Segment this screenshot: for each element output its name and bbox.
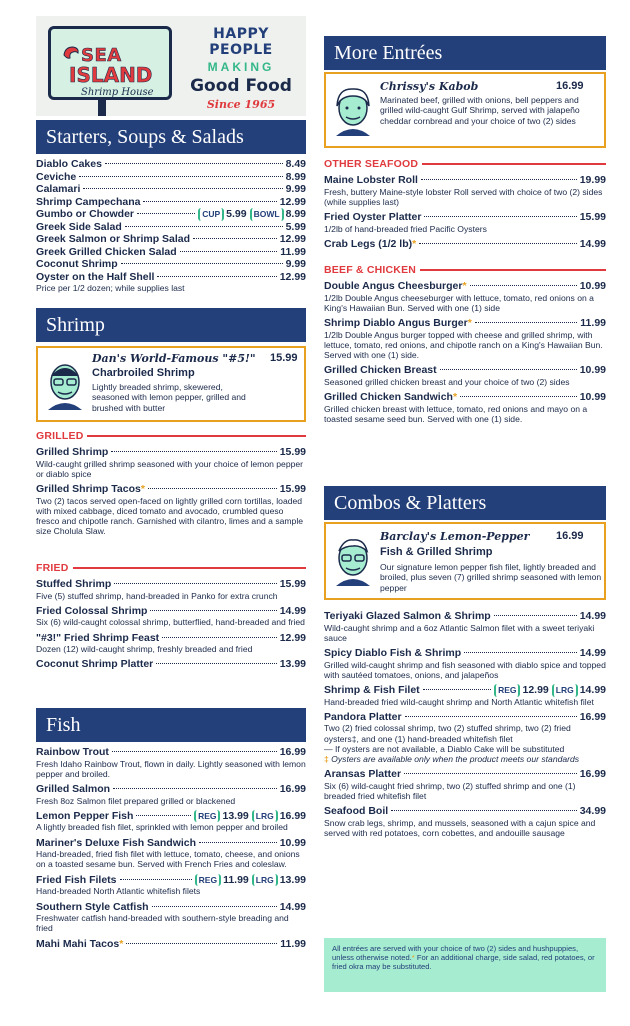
item-price: 11.99 <box>280 937 306 950</box>
section-title-combos: Combos & Platters <box>324 486 606 520</box>
item-price: 14.99 <box>579 237 606 250</box>
item-price: 13.99 <box>279 873 306 886</box>
feature-price: 15.99 <box>270 352 298 364</box>
fish-list <box>36 746 306 954</box>
item-price: 15.99 <box>279 578 306 590</box>
item-price: 14.99 <box>279 604 306 617</box>
menu-item <box>36 837 306 870</box>
item-name: Southern Style Catfish <box>36 900 149 913</box>
item-price: 10.99 <box>279 836 306 849</box>
tagline <box>180 26 302 111</box>
tagline-making: MAKING <box>207 60 275 74</box>
logo-line1: SEA <box>81 45 122 66</box>
item-name: Greek Salmon or Shrimp Salad <box>36 233 191 245</box>
sides-footnote <box>324 938 606 992</box>
menu-item <box>36 938 306 951</box>
item-price: 9.99 <box>285 258 306 270</box>
item-name: Coconut Shrimp <box>36 258 118 270</box>
item-name: Shrimp Diablo Angus Burger <box>324 317 468 330</box>
item-name: "#3!" Fried Shrimp Feast <box>36 631 160 644</box>
grilled-list <box>36 446 306 541</box>
menu-item <box>36 632 306 655</box>
size-reg-label: REG <box>195 874 221 887</box>
tagline-since: Since 1965 <box>206 98 276 111</box>
menu-item <box>36 233 306 246</box>
item-name: Fried Fish Filets <box>36 873 117 886</box>
menu-item <box>36 271 306 284</box>
size-lrg-label: LRG <box>252 874 278 887</box>
item-price: 8.99 <box>285 170 306 183</box>
menu-item <box>324 610 606 643</box>
feature-name: Dan's World-Famous "#5!" <box>92 352 256 365</box>
logo-sign-post <box>98 100 106 116</box>
feature-desc: Our signature lemon pepper fish filet, lightly breaded and broiled, plus seven (7) grilled shrimp seasoned with lemon pepper <box>380 562 602 593</box>
menu-item <box>324 391 606 424</box>
item-name: Gumbo or Chowder <box>36 208 134 220</box>
other-seafood-list <box>324 174 606 254</box>
item-desc: Hand-breaded North Atlantic whitefish filets <box>36 886 201 897</box>
menu-item <box>36 171 306 184</box>
item-price: 14.99 <box>579 610 606 622</box>
item-name: Maine Lobster Roll <box>324 174 418 186</box>
item-price-cup: 5.99 <box>226 208 247 220</box>
menu-item <box>324 211 606 234</box>
footnote-text-1: All entrées are served with your choice of two (2) sides and hushpuppies, unless otherwise noted. <box>332 944 579 962</box>
item-star: * <box>140 483 145 496</box>
double-dagger-mark: ‡ <box>324 754 329 765</box>
item-price: 8.49 <box>285 158 306 170</box>
item-desc: Two (2) tacos served open-faced on lightly grilled corn tortillas, loaded with mixed cabbage, diced tomato and avocado, crumbled queso fresco and chipotle ranch. Garnished with cilantro, limes and a sample size Cholula Slaw. <box>36 495 304 537</box>
item-price: 15.99 <box>279 483 306 496</box>
item-name: Grilled Chicken Breast <box>324 364 437 377</box>
menu-item <box>36 605 306 628</box>
item-desc: Grilled chicken breast with lettuce, tomato, red onions and mayo on a toasted sesame seed bun. Served with one (1) side. <box>324 403 588 425</box>
item-star: * <box>452 391 458 404</box>
item-price: 12.99 <box>279 270 306 283</box>
item-price: 13.99 <box>279 658 306 671</box>
item-name: Grilled Chicken Sandwich <box>324 391 453 404</box>
item-price: 8.99 <box>285 208 306 220</box>
chef-portrait-icon <box>44 358 86 410</box>
item-name: Pandora Platter <box>324 710 402 723</box>
menu-item <box>324 711 606 764</box>
item-desc: Fresh Idaho Rainbow Trout, flown in daily. Lightly seasoned with lemon pepper and broiled. <box>36 758 306 779</box>
menu-item <box>36 258 306 271</box>
feature-box-dans <box>36 346 306 422</box>
item-name: Shrimp Campechana <box>36 195 141 208</box>
item-price-reg: 12.99 <box>522 684 549 697</box>
item-name: Oyster on the Half Shell <box>36 270 155 283</box>
item-price: 9.99 <box>285 183 306 195</box>
item-name: Lemon Pepper Fish <box>36 809 134 822</box>
item-name: Greek Grilled Chicken Salad <box>36 245 177 258</box>
item-name: Shrimp & Fish Filet <box>324 684 420 697</box>
item-desc: Fresh, buttery Maine-style lobster Roll served with choice of two (2) sides (while supplies last) <box>324 186 603 207</box>
shrimp-icon <box>61 43 81 63</box>
item-price: 5.99 <box>285 220 306 233</box>
item-price: 19.99 <box>579 174 606 186</box>
logo-sign <box>48 26 172 100</box>
starters-note: Price per 1/2 dozen; while supplies last <box>36 283 185 293</box>
item-price: 15.99 <box>579 211 606 224</box>
menu-item <box>324 805 606 838</box>
item-price: 14.99 <box>579 684 606 697</box>
item-price: 10.99 <box>579 364 606 377</box>
section-title-starters: Starters, Soups & Salads <box>36 120 306 154</box>
item-name: Double Angus Cheesburger <box>324 280 463 292</box>
menu-item <box>36 221 306 234</box>
size-reg-label: REG <box>194 810 220 823</box>
item-name: Diablo Cakes <box>36 158 102 170</box>
pandora-note-oysters <box>324 754 606 764</box>
logo-line3: Shrimp House <box>81 87 154 98</box>
feature-name: Chrissy's Kabob <box>380 80 479 93</box>
category-fried: FRIED <box>36 562 306 574</box>
item-name: Seafood Boil <box>324 805 389 818</box>
item-desc: Snow crab legs, shrimp, and mussels, seasoned with a cajun spice and served with red potatoes, corn cobettes, and andouille sausage <box>324 817 596 838</box>
item-price: 12.99 <box>279 233 306 245</box>
item-price-reg: 13.99 <box>222 809 249 822</box>
menu-item <box>36 246 306 259</box>
item-desc: Wild-caught grilled shrimp seasoned with your choice of lemon pepper or diablo spice <box>36 458 304 479</box>
item-desc: Grilled wild-caught shrimp and fish seasoned with diablo spice and topped with sautéed tomatoes, onions, and jalapeños <box>324 659 606 680</box>
item-name: Fried Colossal Shrimp <box>36 604 148 617</box>
menu-item <box>36 658 306 671</box>
item-name: Crab Legs (1/2 lb) <box>324 237 413 250</box>
item-price: 10.99 <box>579 280 606 292</box>
feature-desc: Marinated beef, grilled with onions, bell peppers and grilled wild-caught Gulf Shrimp, served with jalapeño cheddar cornbread and your choice of two (2) sides <box>380 95 580 126</box>
item-price: 14.99 <box>279 900 306 913</box>
menu-item <box>36 183 306 196</box>
item-desc: A lightly breaded fish filet, sprinkled with lemon pepper and broiled <box>36 822 288 833</box>
item-desc: 1/2lb Double Angus cheeseburger with lettuce, tomato, red onions on a King's Hawaiian Bun. Served with one (1) side <box>324 292 594 313</box>
item-desc: Hand-breaded fried wild-caught shrimp and North Atlantic whitefish filet <box>324 696 594 707</box>
item-desc: Hand-breaded, fried fish filet with lettuce, tomato, cheese, and onions on a toasted sesame bun. Served with French Fries and coleslaw. <box>36 849 300 870</box>
combos-list <box>324 610 606 842</box>
footnote-star: * <box>411 953 415 962</box>
beef-chicken-list <box>324 280 606 428</box>
pandora-note-substitute: — If oysters are not available, a Diablo Cake will be substituted <box>324 744 565 755</box>
item-name: Greek Side Salad <box>36 220 122 233</box>
feature-subtitle: Charbroiled Shrimp <box>92 367 195 379</box>
tagline-good-food: Good Food <box>190 76 292 96</box>
item-desc: Six (6) wild-caught fried shrimp, two (2) stuffed shrimp and one (1) breaded fried whitefish filet <box>324 780 576 801</box>
item-price: 16.99 <box>279 746 306 758</box>
item-name: Stuffed Shrimp <box>36 578 112 590</box>
feature-box-chrissy <box>324 72 606 148</box>
item-desc: Wild-caught shrimp and a 6oz Atlantic Salmon filet with a sweet teriyaki sauce <box>324 622 595 643</box>
menu-item <box>36 810 306 833</box>
item-name: Grilled Shrimp Tacos <box>36 483 141 496</box>
item-desc: Five (5) stuffed shrimp, hand-breaded in Panko for extra crunch <box>36 590 278 601</box>
size-lrg-label: LRG <box>552 684 578 697</box>
menu-item <box>36 578 306 601</box>
item-star: * <box>412 237 417 250</box>
menu-item <box>324 238 606 251</box>
menu-item <box>36 901 306 934</box>
category-beef-chicken: BEEF & CHICKEN <box>324 264 606 276</box>
item-desc: Fresh 8oz Salmon filet prepared grilled or blackened <box>36 795 236 806</box>
starters-list <box>36 158 306 293</box>
category-grilled: GRILLED <box>36 430 306 442</box>
item-desc: Dozen (12) wild-caught shrimp, freshly breaded and fried <box>36 644 253 655</box>
feature-price: 16.99 <box>556 530 584 542</box>
item-name: Coconut Shrimp Platter <box>36 658 154 671</box>
item-name: Calamari <box>36 183 81 195</box>
feature-subtitle: Fish & Grilled Shrimp <box>380 546 493 558</box>
item-star: * <box>119 937 124 950</box>
section-title-entrees: More Entrées <box>324 36 606 70</box>
item-desc: Two (2) fried colossal shrimp, two (2) stuffed shrimp, two (2) fried oysters‡, and one (1) hand-breaded whitefish filet <box>324 723 571 744</box>
item-name: Fried Oyster Platter <box>324 211 422 224</box>
item-price: 11.99 <box>580 317 606 330</box>
logo <box>36 16 306 116</box>
feature-name: Barclay's Lemon-Pepper <box>380 530 530 543</box>
menu-item <box>324 647 606 680</box>
chef-portrait-icon <box>332 84 374 136</box>
size-lrg-label: LRG <box>252 810 278 823</box>
pandora-note-oysters-text: Oysters are available only when the product meets our standards <box>331 754 580 765</box>
item-name: Mariner's Deluxe Fish Sandwich <box>36 836 197 849</box>
item-star: * <box>467 317 472 330</box>
item-name: Rainbow Trout <box>36 746 109 758</box>
feature-desc: Lightly breaded shrimp, skewered, seasoned with lemon pepper, grilled and brushed with butter <box>92 382 246 413</box>
menu-item <box>324 768 606 801</box>
item-name: Grilled Shrimp <box>36 446 109 458</box>
menu-item <box>36 446 306 479</box>
item-desc: 1/2lb Double Angus burger topped with cheese and grilled shrimp, with lettuce, tomato, red onions, and chipotle ranch on a King's Hawaiian Bun. Served with one (1) side. <box>324 329 603 361</box>
item-price: 11.99 <box>280 245 306 258</box>
menu-item <box>36 746 306 779</box>
chef-portrait-icon <box>332 534 374 586</box>
item-price: 12.99 <box>279 195 306 208</box>
menu-item <box>324 364 606 387</box>
item-name: Teriyaki Glazed Salmon & Shrimp <box>324 610 491 622</box>
item-price: 16.99 <box>579 710 606 723</box>
item-name: Aransas Platter <box>324 768 402 781</box>
item-price: 15.99 <box>279 446 306 458</box>
item-price: 16.99 <box>279 809 306 822</box>
item-name: Mahi Mahi Tacos <box>36 937 120 950</box>
item-name: Grilled Salmon <box>36 783 111 796</box>
item-desc: Freshwater catfish hand-breaded with southern-style breading and fried <box>36 913 289 934</box>
menu-item <box>324 317 606 360</box>
item-price: 16.99 <box>279 783 306 796</box>
item-name: Ceviche <box>36 170 77 183</box>
menu-item <box>36 208 306 221</box>
item-desc: Six (6) wild-caught colossal shrimp, butterflied, hand-breaded and fried <box>36 617 305 628</box>
menu-item <box>36 783 306 806</box>
menu-item <box>324 174 606 207</box>
item-price-reg: 11.99 <box>223 873 249 886</box>
footnote-text-2: For an additional charge, side salad, red potatoes, or fried okra may be substituted. <box>332 953 595 971</box>
item-price: 12.99 <box>279 631 306 644</box>
fried-list <box>36 578 306 675</box>
item-price: 16.99 <box>579 768 606 781</box>
size-cup-label: CUP <box>198 208 224 221</box>
item-desc: Seasoned grilled chicken breast and your choice of two (2) sides <box>324 376 570 387</box>
item-price: 34.99 <box>579 805 606 818</box>
item-star: * <box>462 280 467 292</box>
feature-box-barclay <box>324 522 606 600</box>
item-name: Spicy Diablo Fish & Shrimp <box>324 647 462 660</box>
menu-item <box>324 684 606 707</box>
menu-item <box>36 483 306 537</box>
item-price: 10.99 <box>579 391 606 404</box>
size-bowl-label: BOWL <box>250 208 284 221</box>
menu-item <box>36 874 306 897</box>
size-reg-label: REG <box>494 684 520 697</box>
section-title-fish: Fish <box>36 708 306 742</box>
category-other-seafood: OTHER SEAFOOD <box>324 158 606 170</box>
tagline-happy-people: HAPPY PEOPLE <box>209 26 273 58</box>
menu-item <box>36 196 306 209</box>
item-price: 14.99 <box>579 647 606 660</box>
section-title-shrimp: Shrimp <box>36 308 306 342</box>
logo-line2: ISLAND <box>69 63 153 87</box>
feature-price: 16.99 <box>556 80 584 92</box>
menu-item <box>36 158 306 171</box>
menu-item <box>324 280 606 313</box>
item-desc: 1/2lb of hand-breaded fried Pacific Oysters <box>324 223 487 234</box>
